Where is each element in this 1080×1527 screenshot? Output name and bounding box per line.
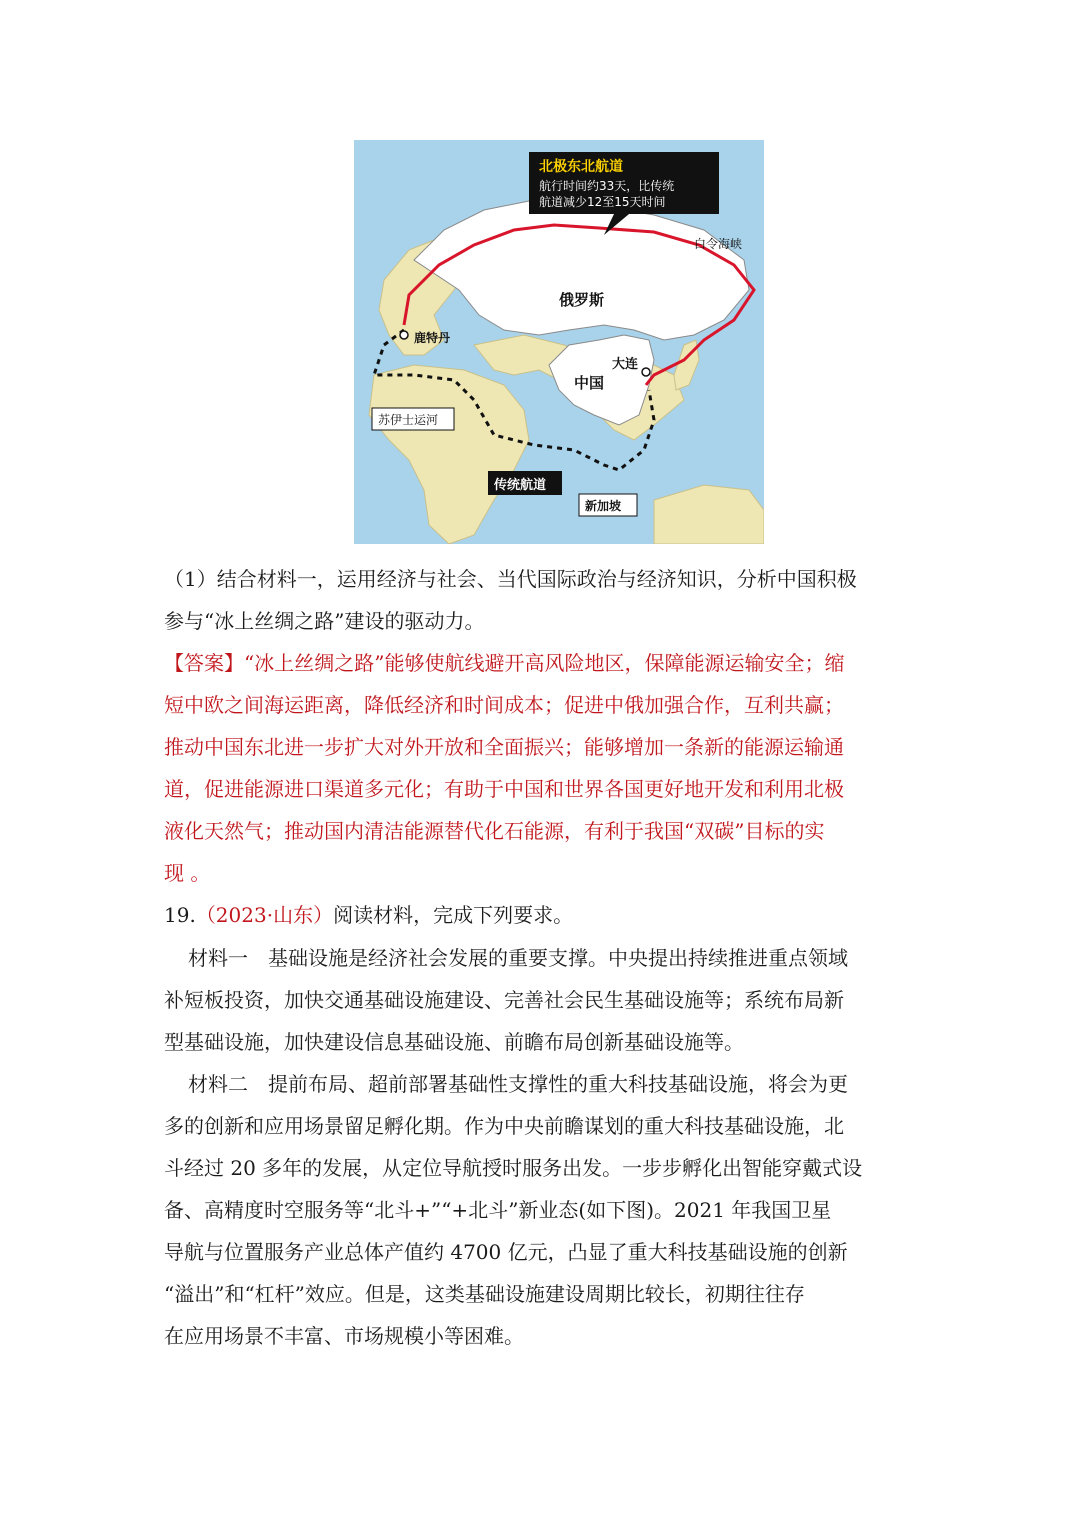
answer-line: 道，促进能源进口渠道多元化；有助于中国和世界各国更好地开发和利用北极 — [164, 777, 844, 801]
answer-tag: 【答案】 — [164, 651, 244, 675]
material-1 — [164, 937, 924, 1063]
label-rotterdam: 鹿特丹 — [414, 331, 451, 345]
label-bering: 白令海峡 — [694, 237, 743, 251]
material-line: 在应用场景不丰富、市场规模小等困难。 — [164, 1324, 524, 1348]
question-19 — [164, 894, 924, 936]
label-dalian: 大连 — [612, 357, 639, 372]
material-line-text: 材料二 提前布局、超前部署基础性支撑性的重大科技基础设施，将会为更 — [188, 1072, 848, 1096]
material-line: 型基础设施，加快建设信息基础设施、前瞻布局创新基础设施等。 — [164, 1030, 744, 1054]
northeast-route-desc-2: 航道减少12至15天时间 — [539, 195, 666, 209]
northeast-route-title: 北极东北航道 — [539, 159, 623, 175]
material-line: 备、高精度时空服务等“北斗+”“+北斗”新业态(如下图)。2021 年我国卫星 — [164, 1198, 832, 1222]
answer-line: 推动中国东北进一步扩大对外开放和全面振兴；能够增加一条新的能源运输通 — [164, 735, 844, 759]
answer-block — [164, 642, 924, 894]
question-number: 19. — [164, 903, 196, 927]
answer-line — [164, 642, 924, 684]
material-2 — [164, 1063, 924, 1357]
material-line: 补短板投资，加快交通基础设施建设、完善社会民生基础设施等；系统布局新 — [164, 988, 844, 1012]
question-1 — [164, 558, 924, 642]
question-1-line: 参与“冰上丝绸之路”建设的驱动力。 — [164, 609, 485, 633]
material-line: 导航与位置服务产业总体产值约 4700 亿元，凸显了重大科技基础设施的创新 — [164, 1240, 848, 1264]
dalian-point — [642, 368, 650, 376]
material-line-text: 材料一 基础设施是经济社会发展的重要支撑。中央提出持续推进重点领域 — [188, 946, 848, 970]
material-line: 斗经过 20 多年的发展，从定位导航授时服务出发。一步步孵化出智能穿戴式设 — [164, 1156, 863, 1180]
material-line — [164, 1063, 924, 1105]
question-text: 阅读材料，完成下列要求。 — [333, 903, 574, 927]
question-1-line: （1）结合材料一，运用经济与社会、当代国际政治与经济知识，分析中国积极 — [164, 567, 857, 591]
material-line: 多的创新和应用场景留足孵化期。作为中央前瞻谋划的重大科技基础设施，北 — [164, 1114, 844, 1138]
label-traditional: 传统航道 — [494, 478, 547, 493]
answer-line: 现 。 — [164, 861, 211, 885]
label-china: 中国 — [574, 374, 605, 392]
answer-line-text: “冰上丝绸之路”能够使航线避开高风险地区，保障能源运输安全；缩 — [244, 651, 845, 675]
answer-line: 短中欧之间海运距离，降低经济和时间成本；促进中俄加强合作，互利共赢； — [164, 693, 844, 717]
rotterdam-point — [400, 331, 408, 339]
label-russia: 俄罗斯 — [559, 291, 605, 309]
label-singapore: 新加坡 — [585, 499, 622, 513]
material-line: “溢出”和“杠杆”效应。但是，这类基础设施建设周期比较长，初期往往存 — [164, 1282, 805, 1306]
label-suez: 苏伊士运河 — [378, 413, 439, 427]
question-source: （2023·山东） — [195, 903, 334, 927]
route-map — [354, 140, 764, 544]
material-line — [164, 937, 924, 979]
answer-line: 液化天然气；推动国内清洁能源替代化石能源，有利于我国“双碳”目标的实 — [164, 819, 825, 843]
northeast-route-desc-1: 航行时间约33天，比传统 — [539, 179, 675, 193]
